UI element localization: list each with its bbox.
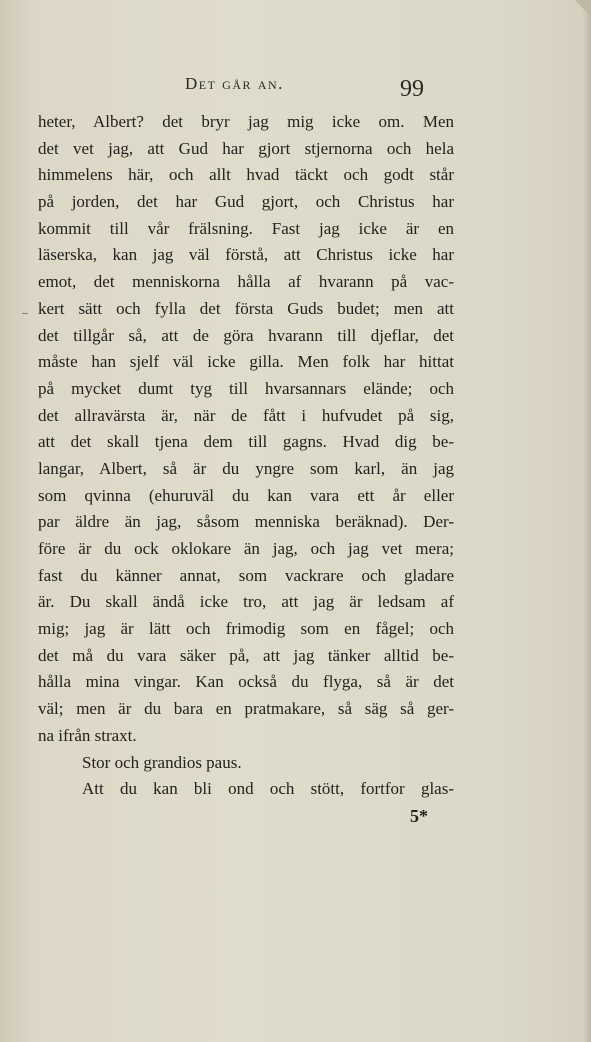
text-line: Att du kan bli ond och stött, fortfor glas-: [82, 779, 454, 799]
text-line: kommit till vår frälsning. Fast jag icke är en: [38, 218, 454, 238]
text-line: som qvinna (ehuruväl du kan vara ett år eller: [38, 485, 454, 505]
body-text: [38, 109, 454, 803]
text-line: det allravärsta är, när de fått i hufvudet på sig,: [38, 405, 454, 425]
stage-direction: Stor och grandios paus.: [82, 752, 242, 772]
text-line: det vet jag, att Gud har gjort stjernorna och hela: [38, 138, 454, 158]
text-line: måste han sjelf väl icke gilla. Men folk har hittat: [38, 352, 454, 372]
margin-mark: [22, 313, 28, 314]
text-line: himmelens här, och allt hvad täckt och godt står: [38, 165, 454, 185]
text-line: det må du vara säker på, att jag tänker alltid be-: [38, 645, 454, 665]
running-head: Det går an.: [185, 74, 284, 93]
text-line: fast du känner annat, som vackrare och gladare: [38, 565, 454, 585]
text-line: är. Du skall ändå icke tro, att jag är ledsam af: [38, 592, 454, 612]
text-line: heter, Albert? det bryr jag mig icke om. Men: [38, 112, 454, 131]
text-line: på jorden, det har Gud gjort, och Christus har: [38, 192, 454, 212]
page-corner-curl: [573, 0, 591, 22]
text-line: par äldre än jag, såsom menniska beräknad). Der-: [38, 512, 454, 532]
text-line: mig; jag är lätt och frimodig som en fågel; och: [38, 619, 454, 639]
text-line: det tillgår så, att de göra hvarann till djeflar, det: [38, 325, 454, 345]
text-line: att det skall tjena dem till gagns. Hvad dig be-: [38, 432, 454, 452]
page-number: 99: [400, 76, 424, 102]
text-line: hålla mina vingar. Kan också du flyga, så är det: [38, 672, 454, 692]
text-line: på mycket dumt tyg till hvarsannars elände; och: [38, 378, 454, 398]
text-line: läserska, kan jag väl förstå, att Christus icke har: [38, 245, 454, 265]
text-line: före är du ock oklokare än jag, och jag vet mera;: [38, 539, 454, 558]
page-edge-shadow: [583, 0, 591, 1042]
text-line: väl; men är du bara en pratmakare, så säg så ger-: [38, 699, 454, 719]
text-line: kert sätt och fylla det första Guds budet; men att: [38, 298, 454, 318]
text-line: langar, Albert, så är du yngre som karl, än jag: [38, 458, 454, 478]
signature-mark: 5*: [410, 806, 428, 826]
text-line: na ifrån straxt.: [38, 725, 137, 745]
text-line: emot, det menniskorna hålla af hvarann på vac-: [38, 272, 454, 292]
